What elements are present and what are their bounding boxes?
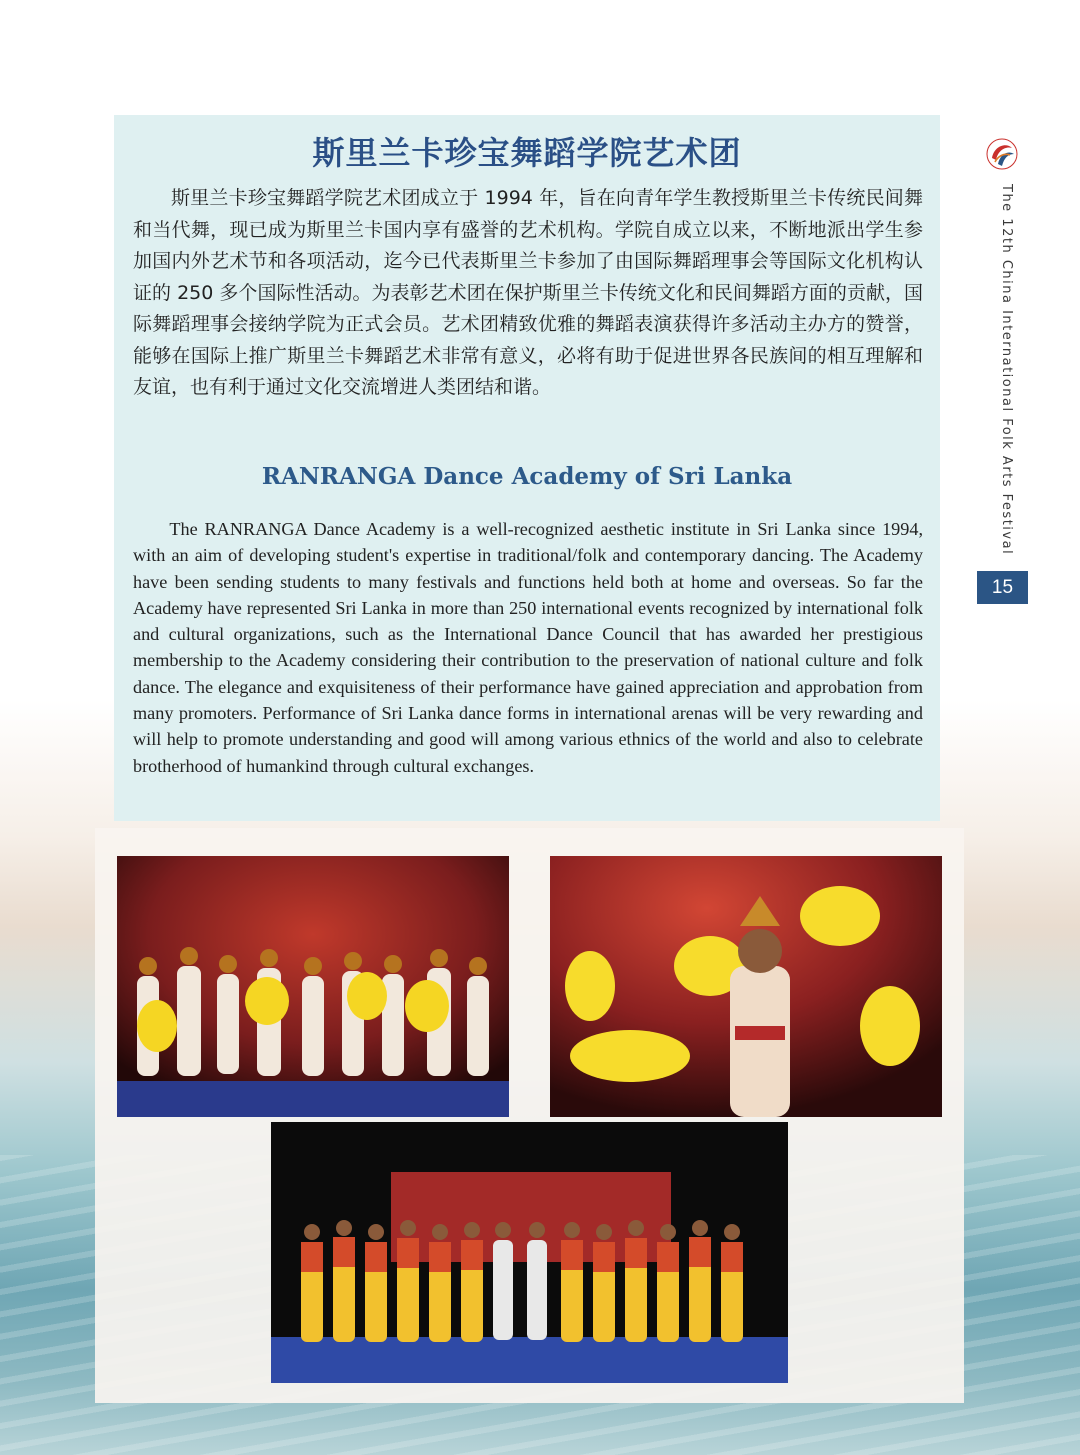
photo-group-photo-on-stage: [271, 1122, 788, 1383]
festival-logo-icon: [986, 138, 1018, 170]
body-text-english: The RANRANGA Dance Academy is a well-recognized aesthetic institute in Sri Lanka since 1994, with an aim of developing student's expertise in traditional/folk and contemporary dancing. The Academy have been sending students to many festivals and functions held both at home and overseas. So far the Academy have represented Sri Lanka in more than 250 international events recognized by international folk and cultural organizations, such as the International Dance Council that has awarded her prestigious membership to the Academy considering their contribution to the preservation of national culture and folk dance. The elegance and exquisiteness of their performance have gained appreciation and approbation from many promoters. Performance of Sri Lanka dance forms in international arenas will be very rewarding and will help to promote understanding and good will among various ethnics of the world and also to celebrate brotherhood of humankind through cultural exchanges.: [133, 519, 923, 776]
body-text-chinese: 斯里兰卡珍宝舞蹈学院艺术团成立于 1994 年，旨在向青年学生教授斯里兰卡传统民间舞和当代舞，现已成为斯里兰卡国内享有盛誉的艺术机构。学院自成立以来，不断地派出学生参加国内外艺术节和各项活动，迄今已代表斯里兰卡参加了由国际舞蹈理事会等国际文化机构认证的 250 多个国际性活动。为表彰艺术团在保护斯里兰卡传统文化和民间舞蹈方面的贡献，国际舞蹈理事会接纳学院为正式会员。艺术团精致优雅的舞蹈表演获得许多活动主办方的赞誉，能够在国际上推广斯里兰卡舞蹈艺术非常有意义，必将有助于促进世界各民族间的相互理解和友谊，也有利于通过文化交流增进人类团结和谐。: [133, 187, 923, 398]
photo-dancers-with-yellow-fans-group: [117, 856, 509, 1117]
page-number-badge: 15: [977, 571, 1028, 604]
page-title-english: RANRANGA Dance Academy of Sri Lanka: [261, 463, 793, 490]
photo-dancer-closeup-yellow-fans: [550, 856, 942, 1117]
page-title-chinese: 斯里兰卡珍宝舞蹈学院艺术团: [312, 134, 742, 172]
festival-vertical-title: The 12th China International Folk Arts Festival: [999, 184, 1014, 556]
